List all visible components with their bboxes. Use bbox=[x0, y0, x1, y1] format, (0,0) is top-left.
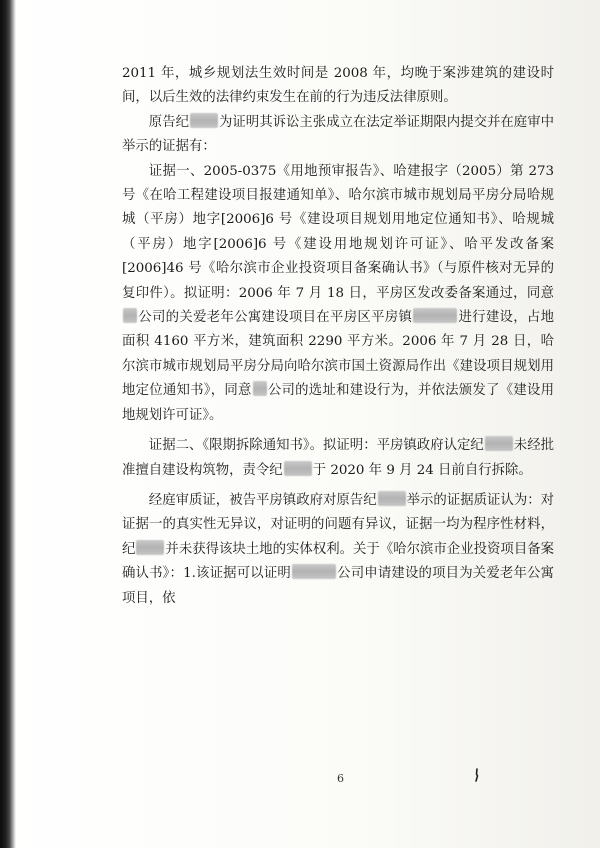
redacted-name bbox=[292, 564, 336, 579]
scan-edge-shadow bbox=[0, 0, 16, 848]
text-run: 未经批准擅自建设构筑物，责令纪 bbox=[122, 438, 554, 478]
text-run: 举示的证据质证认为：对证据一的真实性无异议，对证明的问题有异议，证据一均为程序性材料，纪 bbox=[122, 492, 555, 557]
text-run: 经庭审质证，被告平房镇政府对原告纪 bbox=[148, 492, 377, 508]
paragraph-evidence-1 bbox=[122, 160, 554, 428]
redacted-name bbox=[413, 308, 457, 323]
redacted-name bbox=[253, 381, 267, 396]
redacted-name bbox=[378, 491, 406, 506]
paragraph-evidence-2 bbox=[122, 434, 554, 483]
redacted-name bbox=[190, 113, 218, 128]
page-number: 6 bbox=[337, 772, 344, 785]
redacted-name bbox=[136, 540, 164, 555]
text-run: 原告纪 bbox=[148, 114, 189, 130]
text-run: 并未获得该块土地的实体权利。关于《哈尔滨市企业投资项目备案确认书》：1.该证据可以证明 bbox=[122, 541, 555, 582]
text-run: 2011 年，城乡规划法生效时间是 2008 年，均晚于案涉建筑的建设时间，以后生效的法律约束发生在前的行为违反法律原则。 bbox=[122, 66, 554, 106]
document-body bbox=[122, 62, 554, 611]
text-run: 公司申请建设的项目为关爱老年公寓项目，依 bbox=[122, 566, 554, 606]
paragraph-cross-examination bbox=[122, 489, 554, 611]
redacted-name bbox=[284, 461, 312, 476]
text-run: 于 2020 年 9 月 24 日前自行拆除。 bbox=[312, 462, 532, 478]
paragraph-2 bbox=[122, 111, 554, 160]
paragraph-1 bbox=[122, 62, 554, 111]
text-run: 进行建设，占地面积 4160 平方米，建筑面积 2290 平方米。2006 年 7 月 28 日，哈尔滨市城市规划局平房分局向哈尔滨市国土资源局作出《建设项目规划用地定位通知书》，同意 bbox=[122, 310, 555, 399]
redacted-name bbox=[123, 308, 137, 323]
text-run: 证据一、2005-0375《用地预审报告》、哈建报字（2005）第 273 号《在哈工程建设项目报建通知单》、哈尔滨市城市规划局平房分局哈规城（平房）地字[2006]6 号《建设项目规划用地定位通知书》、哈规城（平房）地字[2006]6 号《建设用地规划许可证》、哈平发改备案[2006]46 号《哈尔滨市企业投资项目备案确认书》（与原件核对无异的复印件）。拟证明：2006 年 7 月 18 日，平房区发改委备案通过，同意 bbox=[122, 163, 554, 301]
text-run: 为证明其诉讼主张成立在法定举证期限内提交并在庭审中举示的证据有： bbox=[122, 114, 555, 155]
redacted-name bbox=[485, 436, 513, 451]
text-run: 证据二、《限期拆除通知书》。拟证明：平房镇政府认定纪 bbox=[148, 438, 484, 454]
text-run: 公司的选址和建设行为，并依法颁发了《建设用地规划许可证》。 bbox=[122, 383, 554, 423]
pen-mark-icon bbox=[474, 768, 480, 782]
text-run: 公司的关爱老年公寓建设项目在平房区平房镇 bbox=[138, 310, 413, 326]
